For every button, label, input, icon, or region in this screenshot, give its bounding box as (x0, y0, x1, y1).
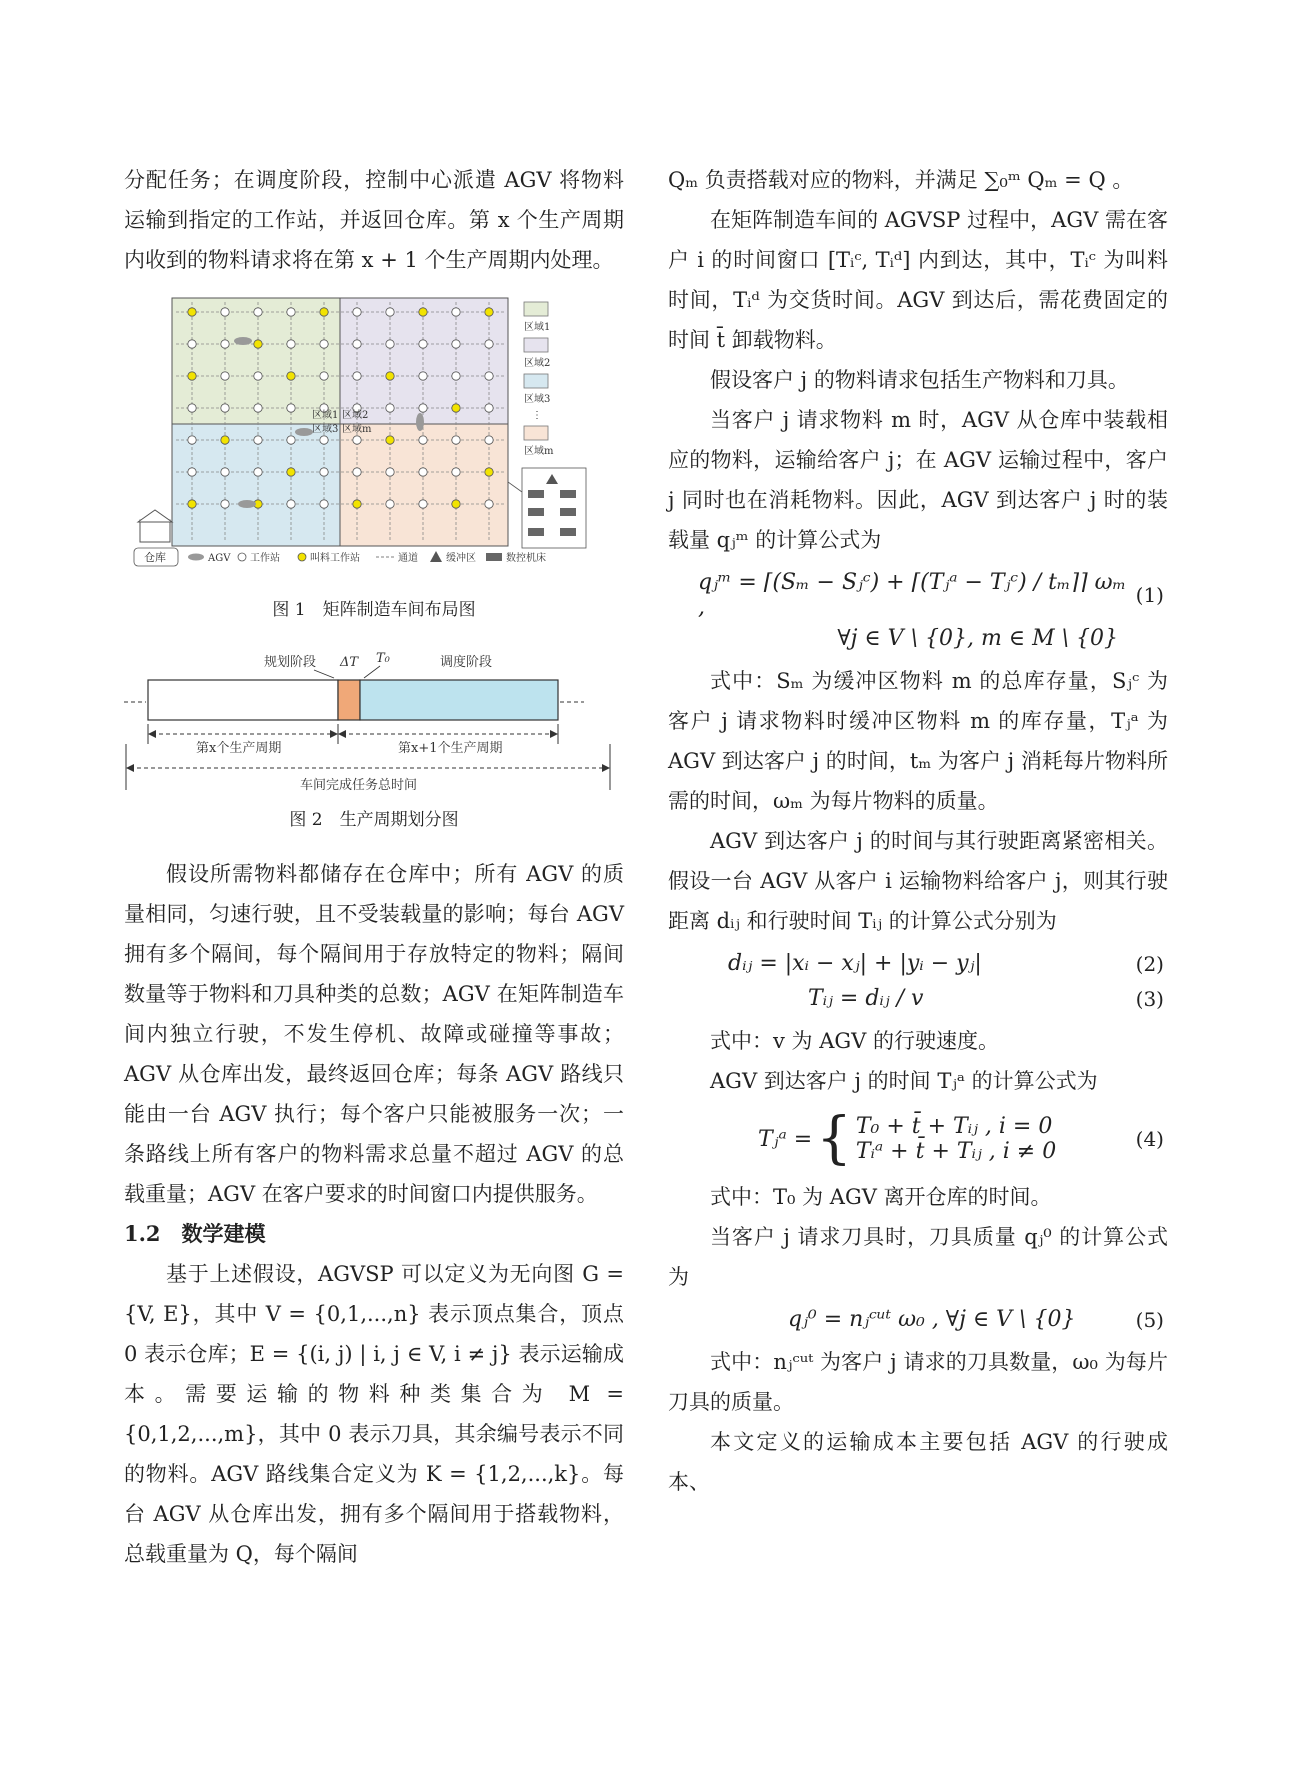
label-total-time: 车间完成任务总时间 (300, 778, 418, 793)
station-node (386, 468, 394, 476)
legend-ellipsis: ⋮ (532, 410, 542, 421)
equation-4-lhs: Tⱼᵃ = (758, 1126, 813, 1152)
call-station-node (254, 340, 262, 348)
station-node (452, 468, 460, 476)
call-station-node (485, 308, 493, 316)
legend-station: 工作站 (250, 553, 280, 564)
legend-call-station-icon (298, 553, 306, 561)
legend-buffer-icon (430, 551, 442, 562)
paragraph: 假设客户 j 的物料请求包括生产物料和刀具。 (710, 368, 1129, 392)
center-label-m: 区域m (342, 424, 372, 435)
equation-1-line-1: qⱼᵐ = ⌈(Sₘ − Sⱼᶜ) + ⌈(Tⱼᵃ − Tⱼᶜ) / tₘ⌉⌉ ωₘ , (698, 570, 1127, 620)
paragraph: 本文定义的运输成本主要包括 AGV 的行驶成本、 (668, 1430, 1168, 1494)
station-node (419, 436, 427, 444)
station-node (254, 436, 262, 444)
station-node (485, 372, 493, 380)
equation-3-body: Tᵢⱼ = dᵢⱼ / v (808, 986, 924, 1011)
equation-4-case-1: T₀ + t̄ + Tᵢⱼ , i = 0 (855, 1114, 1053, 1139)
paragraph: 式中：nⱼᶜᵘᵗ 为客户 j 请求的刀具数量，ω₀ 为每片刀具的质量。 (668, 1350, 1168, 1414)
legend-swatch-zone-2 (524, 338, 548, 352)
call-station-node (452, 404, 460, 412)
equation-number: (2) (1135, 951, 1164, 976)
station-node (452, 372, 460, 380)
production-cycle-diagram (124, 644, 624, 794)
call-station-node (320, 308, 328, 316)
equation-2 (668, 951, 1168, 976)
call-station-node (188, 372, 196, 380)
legend-swatch-zone-m (524, 426, 548, 440)
section-heading: 1.2 数学建模 (124, 1221, 266, 1246)
station-node (320, 372, 328, 380)
legend-cnc: 数控机床 (506, 553, 546, 564)
call-station-node (452, 500, 460, 508)
station-node (287, 340, 295, 348)
paragraph: AGV 到达客户 j 的时间与其行驶距离紧密相关。假设一台 AGV 从客户 i 运输物料给客户 j，则其行驶距离 dᵢⱼ 和行驶时间 Tᵢⱼ 的计算公式分别为 (668, 829, 1168, 933)
station-node (254, 308, 262, 316)
sched-phase-bar (360, 680, 558, 720)
station-node (386, 404, 394, 412)
legend-zone-3: 区域3 (524, 394, 551, 405)
station-node (221, 404, 229, 412)
station-node (320, 436, 328, 444)
station-node (452, 308, 460, 316)
label-t0: T₀ (376, 651, 390, 666)
equation-4-case-2: Tᵢᵃ + t̄ + Tᵢⱼ , i ≠ 0 (855, 1139, 1057, 1164)
station-node (419, 340, 427, 348)
equation-1-line-2: ∀j ∈ V \ {0}, m ∈ M \ {0} (837, 626, 1118, 651)
legend-agv: AGV (208, 553, 231, 564)
legend-cnc-icon (486, 553, 502, 561)
station-node (353, 340, 361, 348)
legend-buffer: 缓冲区 (446, 553, 476, 564)
legend-zone-m: 区域m (524, 446, 554, 457)
paragraph: AGV 到达客户 j 的时间 Tⱼᵃ 的计算公式为 (710, 1069, 1098, 1093)
figure-1-caption: 图 1 矩阵制造车间布局图 (272, 600, 476, 620)
station-node (287, 436, 295, 444)
figure-2 (124, 644, 624, 834)
station-node (320, 340, 328, 348)
paragraph: 式中：Sₘ 为缓冲区物料 m 的总库存量，Sⱼᶜ 为客户 j 请求物料时缓冲区物料 m 的库存量，Tⱼᵃ 为 AGV 到达客户 j 的时间，tₘ 为客户 j 消耗每片物料所需的时间，ωₘ 为每片物料的质量。 (668, 669, 1168, 813)
right-column (668, 160, 1168, 1502)
brace-symbol: { (816, 1106, 852, 1171)
station-node (452, 340, 460, 348)
station-node (419, 404, 427, 412)
agv-icon (416, 413, 424, 431)
legend-aisle: 通道 (398, 553, 418, 564)
legend-agv-icon (188, 554, 204, 561)
station-node (386, 308, 394, 316)
call-station-node (419, 308, 427, 316)
station-node (353, 436, 361, 444)
figure-2-caption: 图 2 生产周期划分图 (289, 810, 459, 830)
plan-phase-bar (148, 680, 338, 720)
station-node (287, 308, 295, 316)
station-node (188, 436, 196, 444)
equation-4 (668, 1106, 1168, 1171)
station-node (419, 500, 427, 508)
station-node (353, 308, 361, 316)
call-station-node (188, 308, 196, 316)
legend-zone-1: 区域1 (524, 322, 551, 333)
paragraph: 假设所需物料都储存在仓库中；所有 AGV 的质量相同，匀速行驶，且不受装载量的影响；每台 AGV 拥有多个隔间，每个隔间用于存放特定的物料；隔间数量等于物料和刀具种类的总数；AGV 在矩阵制造车间内独立行驶，不发生停机、故障或碰撞等事故；AGV 从仓库出发，最终返回仓库；每条 AGV 路线只能由一台 AGV 执行；每个客户只能被服务一次；一条路线上所有客户的物料需求总量不超过 AGV 的总载重量；AGV 在客户要求的时间窗口内提供服务。 (124, 862, 624, 1206)
figure-1 (124, 294, 624, 624)
station-node (188, 340, 196, 348)
left-column (124, 160, 624, 1574)
equation-3 (668, 986, 1168, 1011)
equation-1 (668, 570, 1168, 651)
station-node (320, 468, 328, 476)
station-node (419, 372, 427, 380)
station-node (353, 372, 361, 380)
label-delta-t: ΔT (340, 655, 359, 670)
station-node (221, 468, 229, 476)
paragraph: 分配任务；在调度阶段，控制中心派遣 AGV 将物料运输到指定的工作站，并返回仓库。第 x 个生产周期内收到的物料请求将在第 x + 1 个生产周期内处理。 (124, 168, 624, 272)
station-node (485, 340, 493, 348)
call-station-node (287, 468, 295, 476)
agv-icon (238, 500, 256, 508)
center-label-1: 区域1 (312, 410, 339, 421)
call-station-node (287, 372, 295, 380)
label-cycle-x1: 第x+1个生产周期 (398, 741, 503, 756)
station-node (485, 404, 493, 412)
station-node (221, 500, 229, 508)
station-node (188, 468, 196, 476)
call-station-node (386, 372, 394, 380)
station-node (386, 340, 394, 348)
equation-5-body: qⱼ⁰ = nⱼᶜᵘᵗ ω₀ , ∀j ∈ V \ {0} (788, 1307, 1076, 1332)
warehouse-icon (140, 520, 170, 542)
agv-icon (234, 337, 252, 345)
station-node (254, 404, 262, 412)
paragraph: 在矩阵制造车间的 AGVSP 过程中，AGV 需在客户 i 的时间窗口 [Tᵢᶜ, Tᵢᵈ] 内到达，其中，Tᵢᶜ 为叫料时间，Tᵢᵈ 为交货时间。AGV 到达后，需花费固定的时间 t̄ 卸载物料。 (668, 208, 1168, 352)
label-cycle-x: 第x个生产周期 (196, 741, 282, 756)
warehouse-label: 仓库 (144, 551, 166, 564)
paragraph: 式中：v 为 AGV 的行驶速度。 (710, 1029, 999, 1053)
workshop-layout-diagram (124, 294, 624, 584)
legend-swatch-zone-1 (524, 302, 548, 316)
equation-5 (668, 1307, 1168, 1332)
station-node (386, 500, 394, 508)
station-node (221, 340, 229, 348)
legend-zone-2: 区域2 (524, 358, 551, 369)
label-sched-phase: 调度阶段 (440, 655, 493, 670)
station-node (254, 468, 262, 476)
equation-2-body: dᵢⱼ = |xᵢ − xⱼ| + |yᵢ − yⱼ| (728, 951, 982, 976)
center-label-2: 区域2 (342, 410, 369, 421)
paragraph: 当客户 j 请求物料 m 时，AGV 从仓库中装载相应的物料，运输给客户 j；在 AGV 运输过程中，客户 j 同时也在消耗物料。因此，AGV 到达客户 j 时的装载量 qⱼᵐ 的计算公式为 (668, 408, 1168, 552)
station-node (188, 404, 196, 412)
legend-swatch-zone-3 (524, 374, 548, 388)
station-node (353, 468, 361, 476)
station-node (452, 436, 460, 444)
paragraph: 当客户 j 请求刀具时，刀具质量 qⱼ⁰ 的计算公式为 (668, 1225, 1168, 1289)
station-node (419, 468, 427, 476)
delta-t-bar (338, 680, 360, 720)
call-station-node (353, 500, 361, 508)
station-node (287, 500, 295, 508)
station-node (287, 404, 295, 412)
agv-icon (295, 428, 313, 436)
equation-number: (5) (1135, 1307, 1164, 1332)
equation-number: (1) (1135, 583, 1164, 607)
paragraph: Qₘ 负责搭载对应的物料，并满足 ∑₀ᵐ Qₘ = Q 。 (668, 168, 1134, 192)
label-plan-phase: 规划阶段 (264, 655, 317, 670)
paragraph: 基于上述假设，AGVSP 可以定义为无向图 G = {V, E}，其中 V = {0,1,...,n} 表示顶点集合，顶点 0 表示仓库；E = {(i, j) | i, j ∈ V, i ≠ j} 表示运输成本。需要运输的物料种类集合为 M = {0,1,2,...,m}，其中 0 表示刀具，其余编号表示不同的物料。AGV 路线集合定义为 K = {1,2,...,k}。每台 AGV 从仓库出发，拥有多个隔间用于搭载物料，总载重量为 Q，每个隔间 (124, 1262, 624, 1566)
call-station-node (386, 436, 394, 444)
call-station-node (485, 468, 493, 476)
station-node (254, 372, 262, 380)
equation-number: (4) (1135, 1127, 1164, 1151)
station-node (320, 500, 328, 508)
equation-number: (3) (1135, 986, 1164, 1011)
paragraph: 式中：T₀ 为 AGV 离开仓库的时间。 (710, 1185, 1052, 1209)
legend-call-station: 叫料工作站 (310, 553, 360, 564)
center-label-3: 区域3 (312, 424, 339, 435)
call-station-node (188, 500, 196, 508)
station-node (221, 308, 229, 316)
station-node (221, 372, 229, 380)
station-node (485, 500, 493, 508)
legend-station-icon (238, 553, 246, 561)
station-node (485, 436, 493, 444)
call-station-node (221, 436, 229, 444)
